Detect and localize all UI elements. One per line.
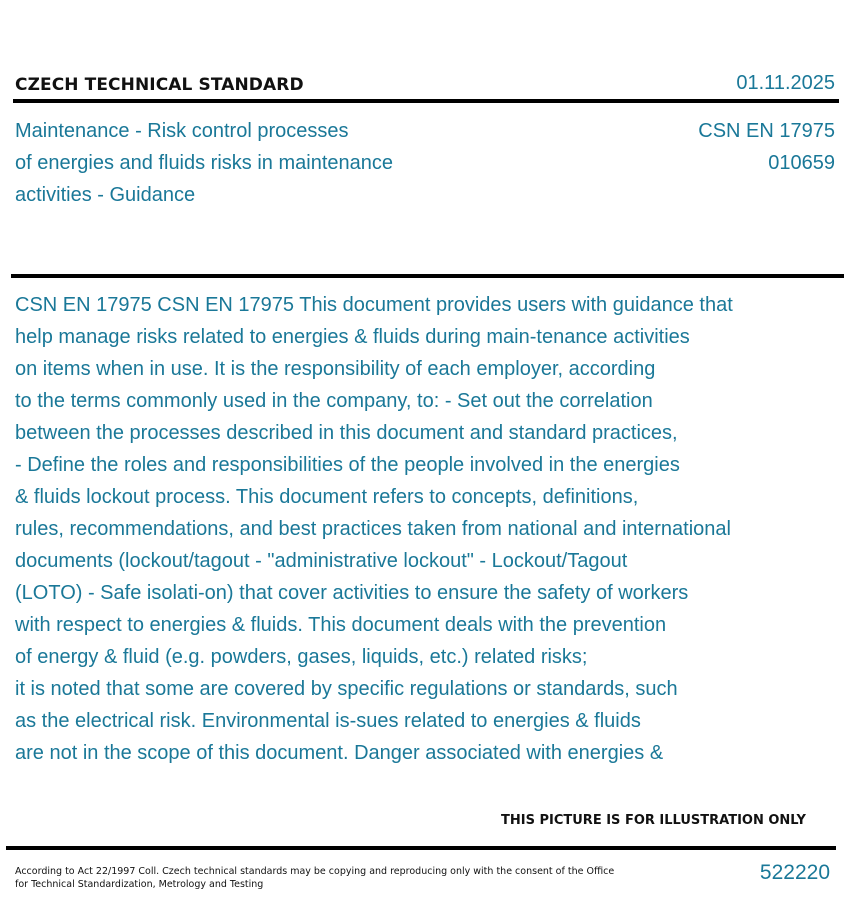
standard-title-line: activities - Guidance (15, 184, 196, 206)
legal-notice-line: According to Act 22/1997 Coll. Czech technical standards may be copying and reproducing only with the consent of the Office (15, 866, 615, 877)
price-code: 522220 (759, 861, 830, 884)
abstract-line: with respect to energies & fluids. This document deals with the prevention (15, 614, 667, 636)
abstract-line: are not in the scope of this document. Danger associated with energies & (15, 742, 664, 764)
abstract-line: on items when in use. It is the responsibility of each employer, according (15, 358, 656, 380)
abstract-line: rules, recommendations, and best practices taken from national and international (15, 518, 731, 540)
abstract-text (15, 289, 845, 769)
standard-title-line: Maintenance - Risk control processes (15, 120, 349, 142)
abstract-line: (LOTO) - Safe isolati-on) that cover activities to ensure the safety of workers (15, 582, 689, 604)
abstract-line: it is noted that some are covered by specific regulations or standards, such (15, 678, 678, 700)
standard-identifiers (698, 115, 835, 179)
legal-notice-line: for Technical Standardization, Metrology and Testing (15, 879, 264, 890)
abstract-line: & fluids lockout process. This document refers to concepts, definitions, (15, 486, 639, 508)
abstract-line: to the terms commonly used in the company, to: - Set out the correlation (15, 390, 653, 412)
abstract-line: as the electrical risk. Environmental is-sues related to energies & fluids (15, 710, 641, 732)
legal-notice (15, 865, 615, 891)
standard-code: CSN EN 17975 (698, 120, 835, 142)
abstract-line: CSN EN 17975 CSN EN 17975 This document provides users with guidance that (15, 294, 733, 316)
publication-date: 01.11.2025 (736, 72, 835, 94)
header-divider (13, 99, 839, 103)
illustration-note: THIS PICTURE IS FOR ILLUSTRATION ONLY (501, 813, 806, 828)
standard-title (15, 115, 393, 211)
standard-title-line: of energies and fluids risks in maintenance (15, 152, 393, 174)
abstract-line: documents (lockout/tagout - "administrative lockout" - Lockout/Tagout (15, 550, 628, 572)
abstract-line: - Define the roles and responsibilities of the people involved in the energies (15, 454, 680, 476)
document-type-heading: CZECH TECHNICAL STANDARD (15, 75, 304, 95)
abstract-line: help manage risks related to energies & fluids during main-tenance activities (15, 326, 690, 348)
footer-divider (6, 846, 836, 850)
abstract-line: of energy & fluid (e.g. powders, gases, liquids, etc.) related risks; (15, 646, 588, 668)
title-divider (11, 274, 844, 278)
abstract-line: between the processes described in this document and standard practices, (15, 422, 678, 444)
standard-number: 010659 (768, 152, 835, 174)
